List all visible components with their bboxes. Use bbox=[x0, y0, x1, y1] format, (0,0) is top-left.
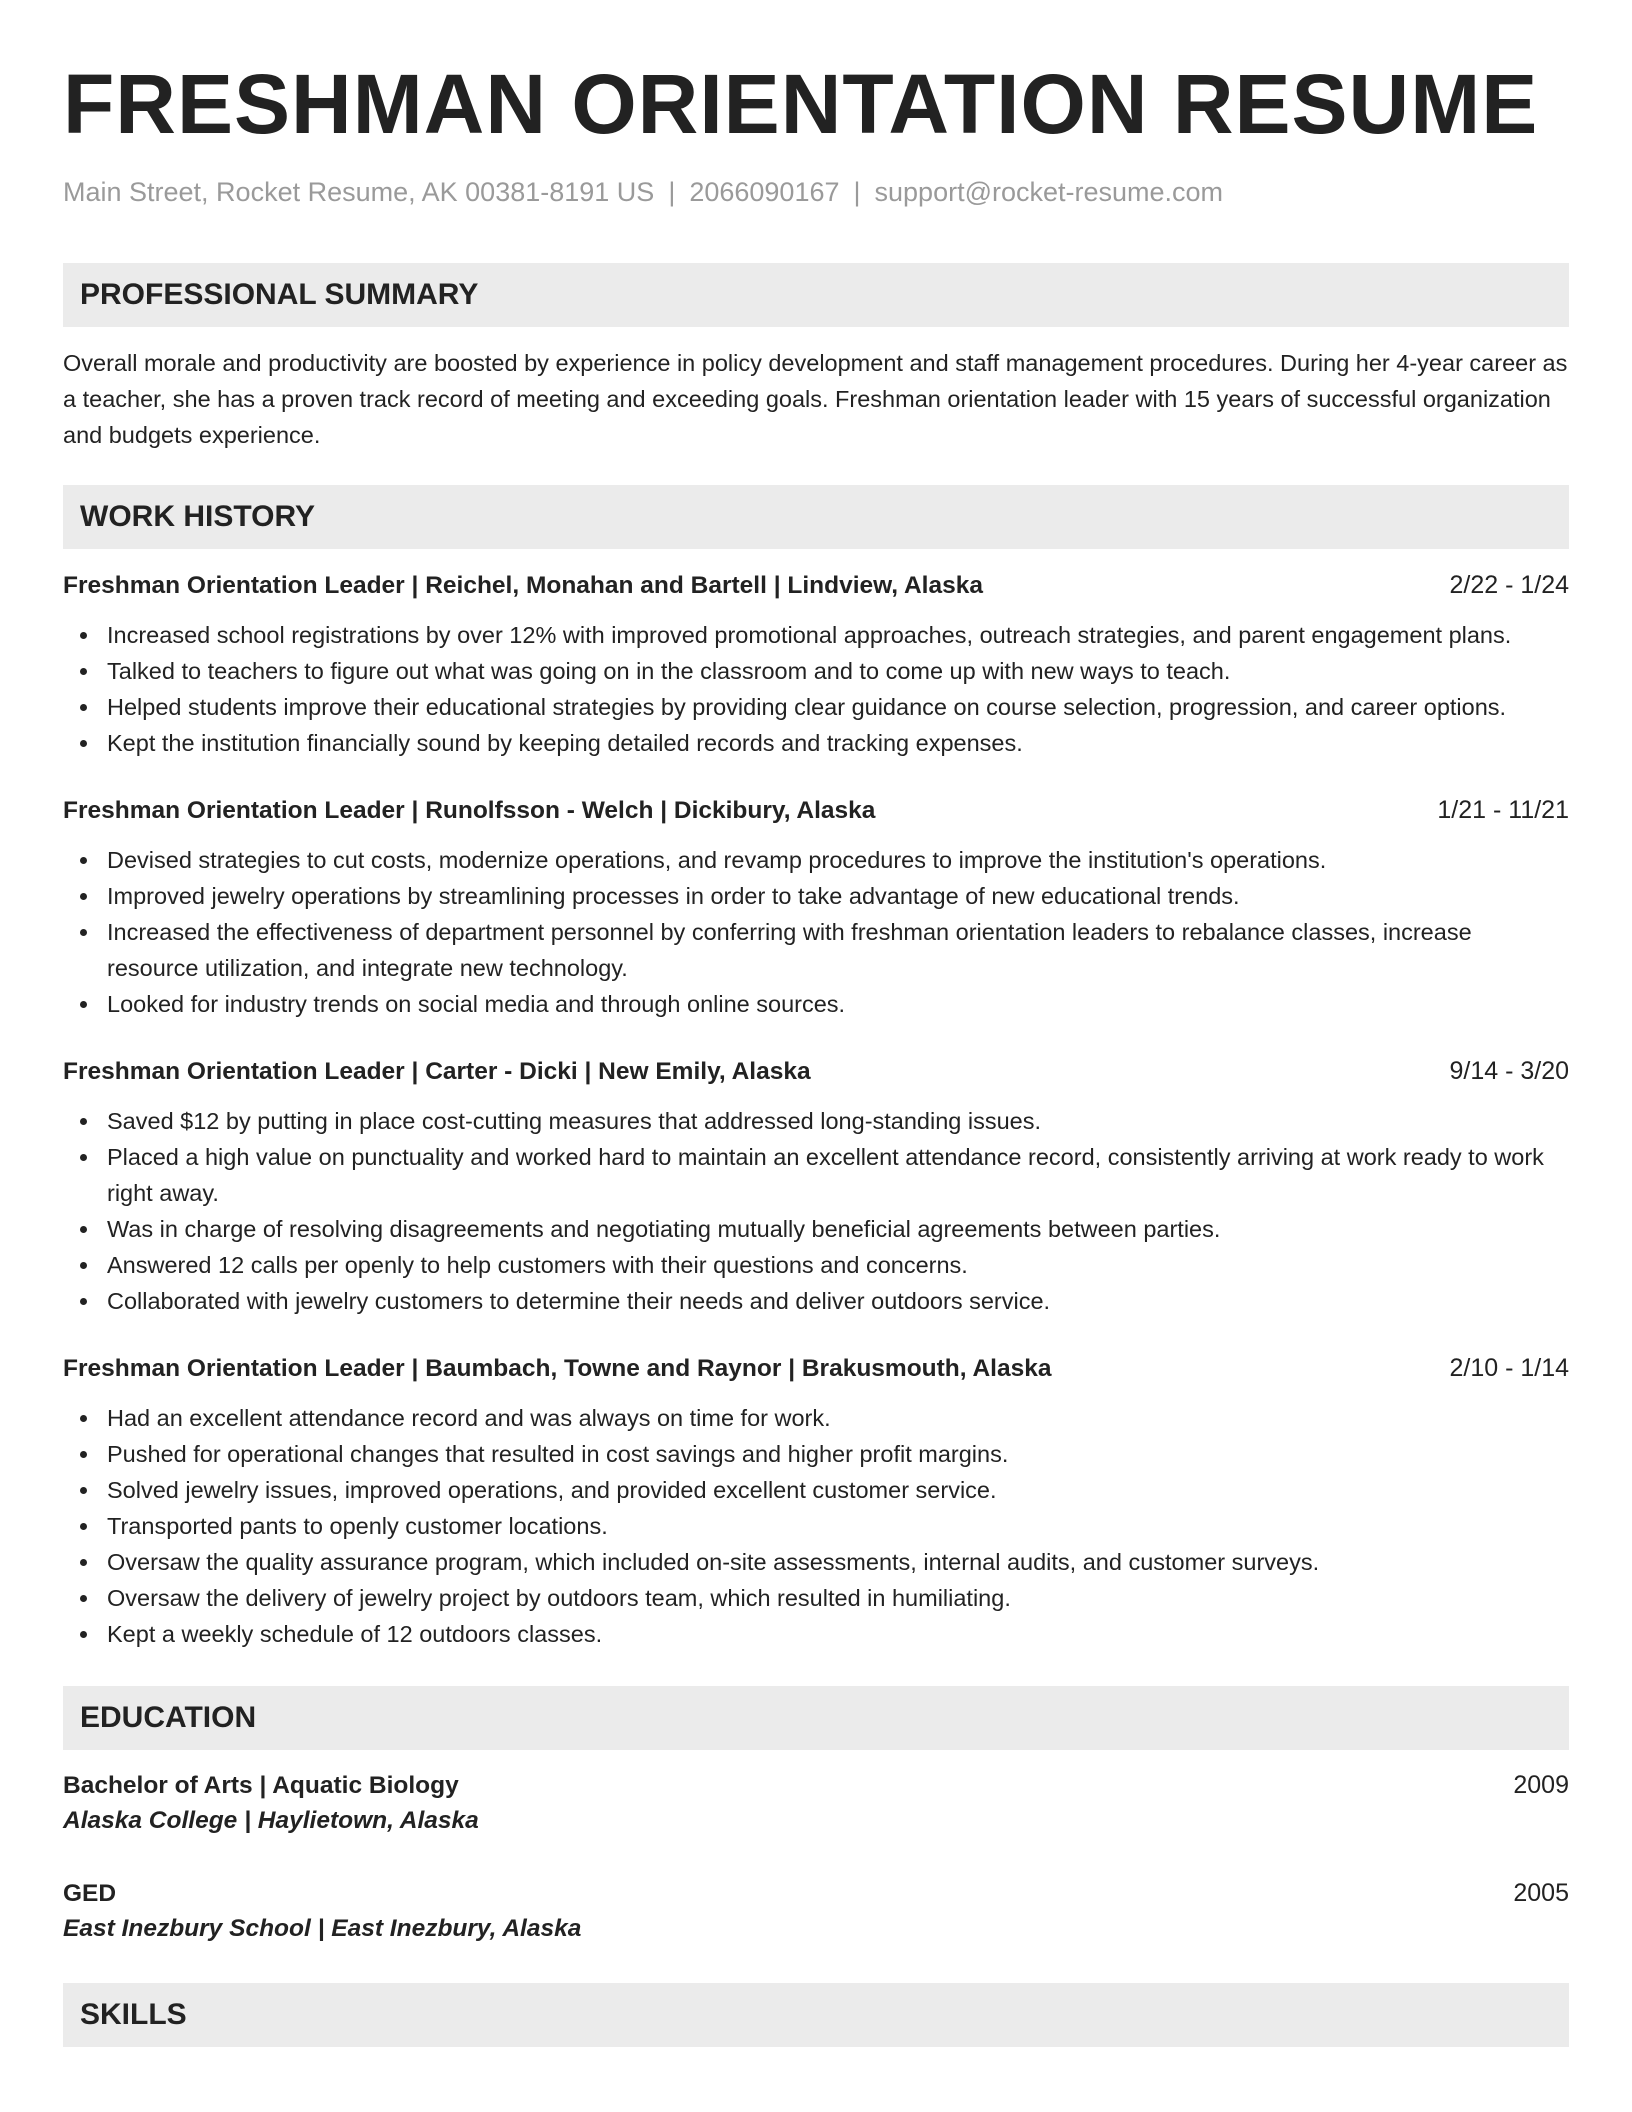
job-entry bbox=[63, 793, 1569, 1022]
contact-separator: | bbox=[853, 177, 861, 207]
education-year: 2009 bbox=[1513, 1771, 1569, 1799]
section-header-skills: SKILLS bbox=[63, 1983, 1569, 2047]
resume-title: FRESHMAN ORIENTATION RESUME bbox=[63, 57, 1539, 151]
job-entry bbox=[63, 1351, 1569, 1652]
job-bullets bbox=[63, 617, 1569, 761]
job-bullet: Looked for industry trends on social media and through online sources. bbox=[63, 986, 1569, 1022]
job-bullet: Talked to teachers to figure out what was going on in the classroom and to come up with new ways to teach. bbox=[63, 653, 1569, 689]
section-header-work-history: WORK HISTORY bbox=[63, 485, 1569, 549]
education-school: East Inezbury School | East Inezbury, Alaska bbox=[63, 1915, 582, 1942]
education-year: 2005 bbox=[1513, 1879, 1569, 1907]
contact-email: support@rocket-resume.com bbox=[874, 177, 1224, 207]
job-title: Freshman Orientation Leader | Baumbach, Towne and Raynor | Brakusmouth, Alaska bbox=[63, 1355, 1052, 1382]
contact-address: Main Street, Rocket Resume, AK 00381-8191 US bbox=[63, 177, 655, 207]
summary-text: Overall morale and productivity are boosted by experience in policy development and staff management procedures. During her 4-year career as a teacher, she has a proven track record of meeting and exceeding goals. Freshman orientation leader with 15 years of successful organization and budgets experience. bbox=[63, 350, 1568, 448]
job-bullets bbox=[63, 1400, 1569, 1652]
job-bullet: Increased school registrations by over 12% with improved promotional approaches, outreach strategies, and parent engagement plans. bbox=[63, 617, 1569, 653]
job-bullet: Helped students improve their educational strategies by providing clear guidance on course selection, progression, and career options. bbox=[63, 689, 1569, 725]
job-bullet: Transported pants to openly customer locations. bbox=[63, 1508, 1569, 1544]
job-bullet: Answered 12 calls per openly to help customers with their questions and concerns. bbox=[63, 1247, 1569, 1283]
job-bullet: Collaborated with jewelry customers to determine their needs and deliver outdoors service. bbox=[63, 1283, 1569, 1319]
job-entry bbox=[63, 568, 1569, 761]
contact-separator: | bbox=[668, 177, 676, 207]
job-bullet: Devised strategies to cut costs, modernize operations, and revamp procedures to improve the institution's operations. bbox=[63, 842, 1569, 878]
section-header-summary: PROFESSIONAL SUMMARY bbox=[63, 263, 1569, 327]
job-bullet: Oversaw the quality assurance program, which included on-site assessments, internal audits, and customer surveys. bbox=[63, 1544, 1569, 1580]
job-header bbox=[63, 793, 1569, 828]
education-entry bbox=[63, 1876, 1569, 1947]
job-bullet: Saved $12 by putting in place cost-cutting measures that addressed long-standing issues. bbox=[63, 1103, 1569, 1139]
job-entry bbox=[63, 1054, 1569, 1319]
education-header bbox=[63, 1876, 1569, 1911]
job-bullet: Kept a weekly schedule of 12 outdoors classes. bbox=[63, 1616, 1569, 1652]
job-dates: 1/21 - 11/21 bbox=[1437, 796, 1569, 824]
section-header-education: EDUCATION bbox=[63, 1686, 1569, 1750]
education-degree: GED bbox=[63, 1880, 117, 1907]
education-header bbox=[63, 1768, 1569, 1803]
contact-line bbox=[63, 174, 1569, 210]
job-bullet: Was in charge of resolving disagreements and negotiating mutually beneficial agreements between parties. bbox=[63, 1211, 1569, 1247]
education-degree: Bachelor of Arts | Aquatic Biology bbox=[63, 1772, 459, 1799]
job-bullet: Oversaw the delivery of jewelry project by outdoors team, which resulted in humiliating. bbox=[63, 1580, 1569, 1616]
job-dates: 2/10 - 1/14 bbox=[1449, 1354, 1569, 1382]
contact-phone: 2066090167 bbox=[689, 177, 840, 207]
job-dates: 9/14 - 3/20 bbox=[1449, 1057, 1569, 1085]
job-bullets bbox=[63, 842, 1569, 1022]
job-dates: 2/22 - 1/24 bbox=[1449, 571, 1569, 599]
job-title: Freshman Orientation Leader | Reichel, Monahan and Bartell | Lindview, Alaska bbox=[63, 572, 983, 599]
job-bullet: Increased the effectiveness of department personnel by conferring with freshman orientation leaders to rebalance classes, increase resource utilization, and integrate new technology. bbox=[63, 914, 1569, 986]
job-title: Freshman Orientation Leader | Runolfsson - Welch | Dickibury, Alaska bbox=[63, 797, 876, 824]
job-bullet: Solved jewelry issues, improved operations, and provided excellent customer service. bbox=[63, 1472, 1569, 1508]
job-bullet: Improved jewelry operations by streamlining processes in order to take advantage of new educational trends. bbox=[63, 878, 1569, 914]
job-header bbox=[63, 1351, 1569, 1386]
job-title: Freshman Orientation Leader | Carter - Dicki | New Emily, Alaska bbox=[63, 1058, 811, 1085]
job-bullet: Placed a high value on punctuality and worked hard to maintain an excellent attendance record, consistently arriving at work ready to work right away. bbox=[63, 1139, 1569, 1211]
education-school: Alaska College | Haylietown, Alaska bbox=[63, 1807, 479, 1834]
job-bullet: Pushed for operational changes that resulted in cost savings and higher profit margins. bbox=[63, 1436, 1569, 1472]
job-bullet: Kept the institution financially sound by keeping detailed records and tracking expenses. bbox=[63, 725, 1569, 761]
education-entry bbox=[63, 1768, 1569, 1839]
job-bullet: Had an excellent attendance record and was always on time for work. bbox=[63, 1400, 1569, 1436]
job-header bbox=[63, 1054, 1569, 1089]
job-header bbox=[63, 568, 1569, 603]
job-bullets bbox=[63, 1103, 1569, 1319]
